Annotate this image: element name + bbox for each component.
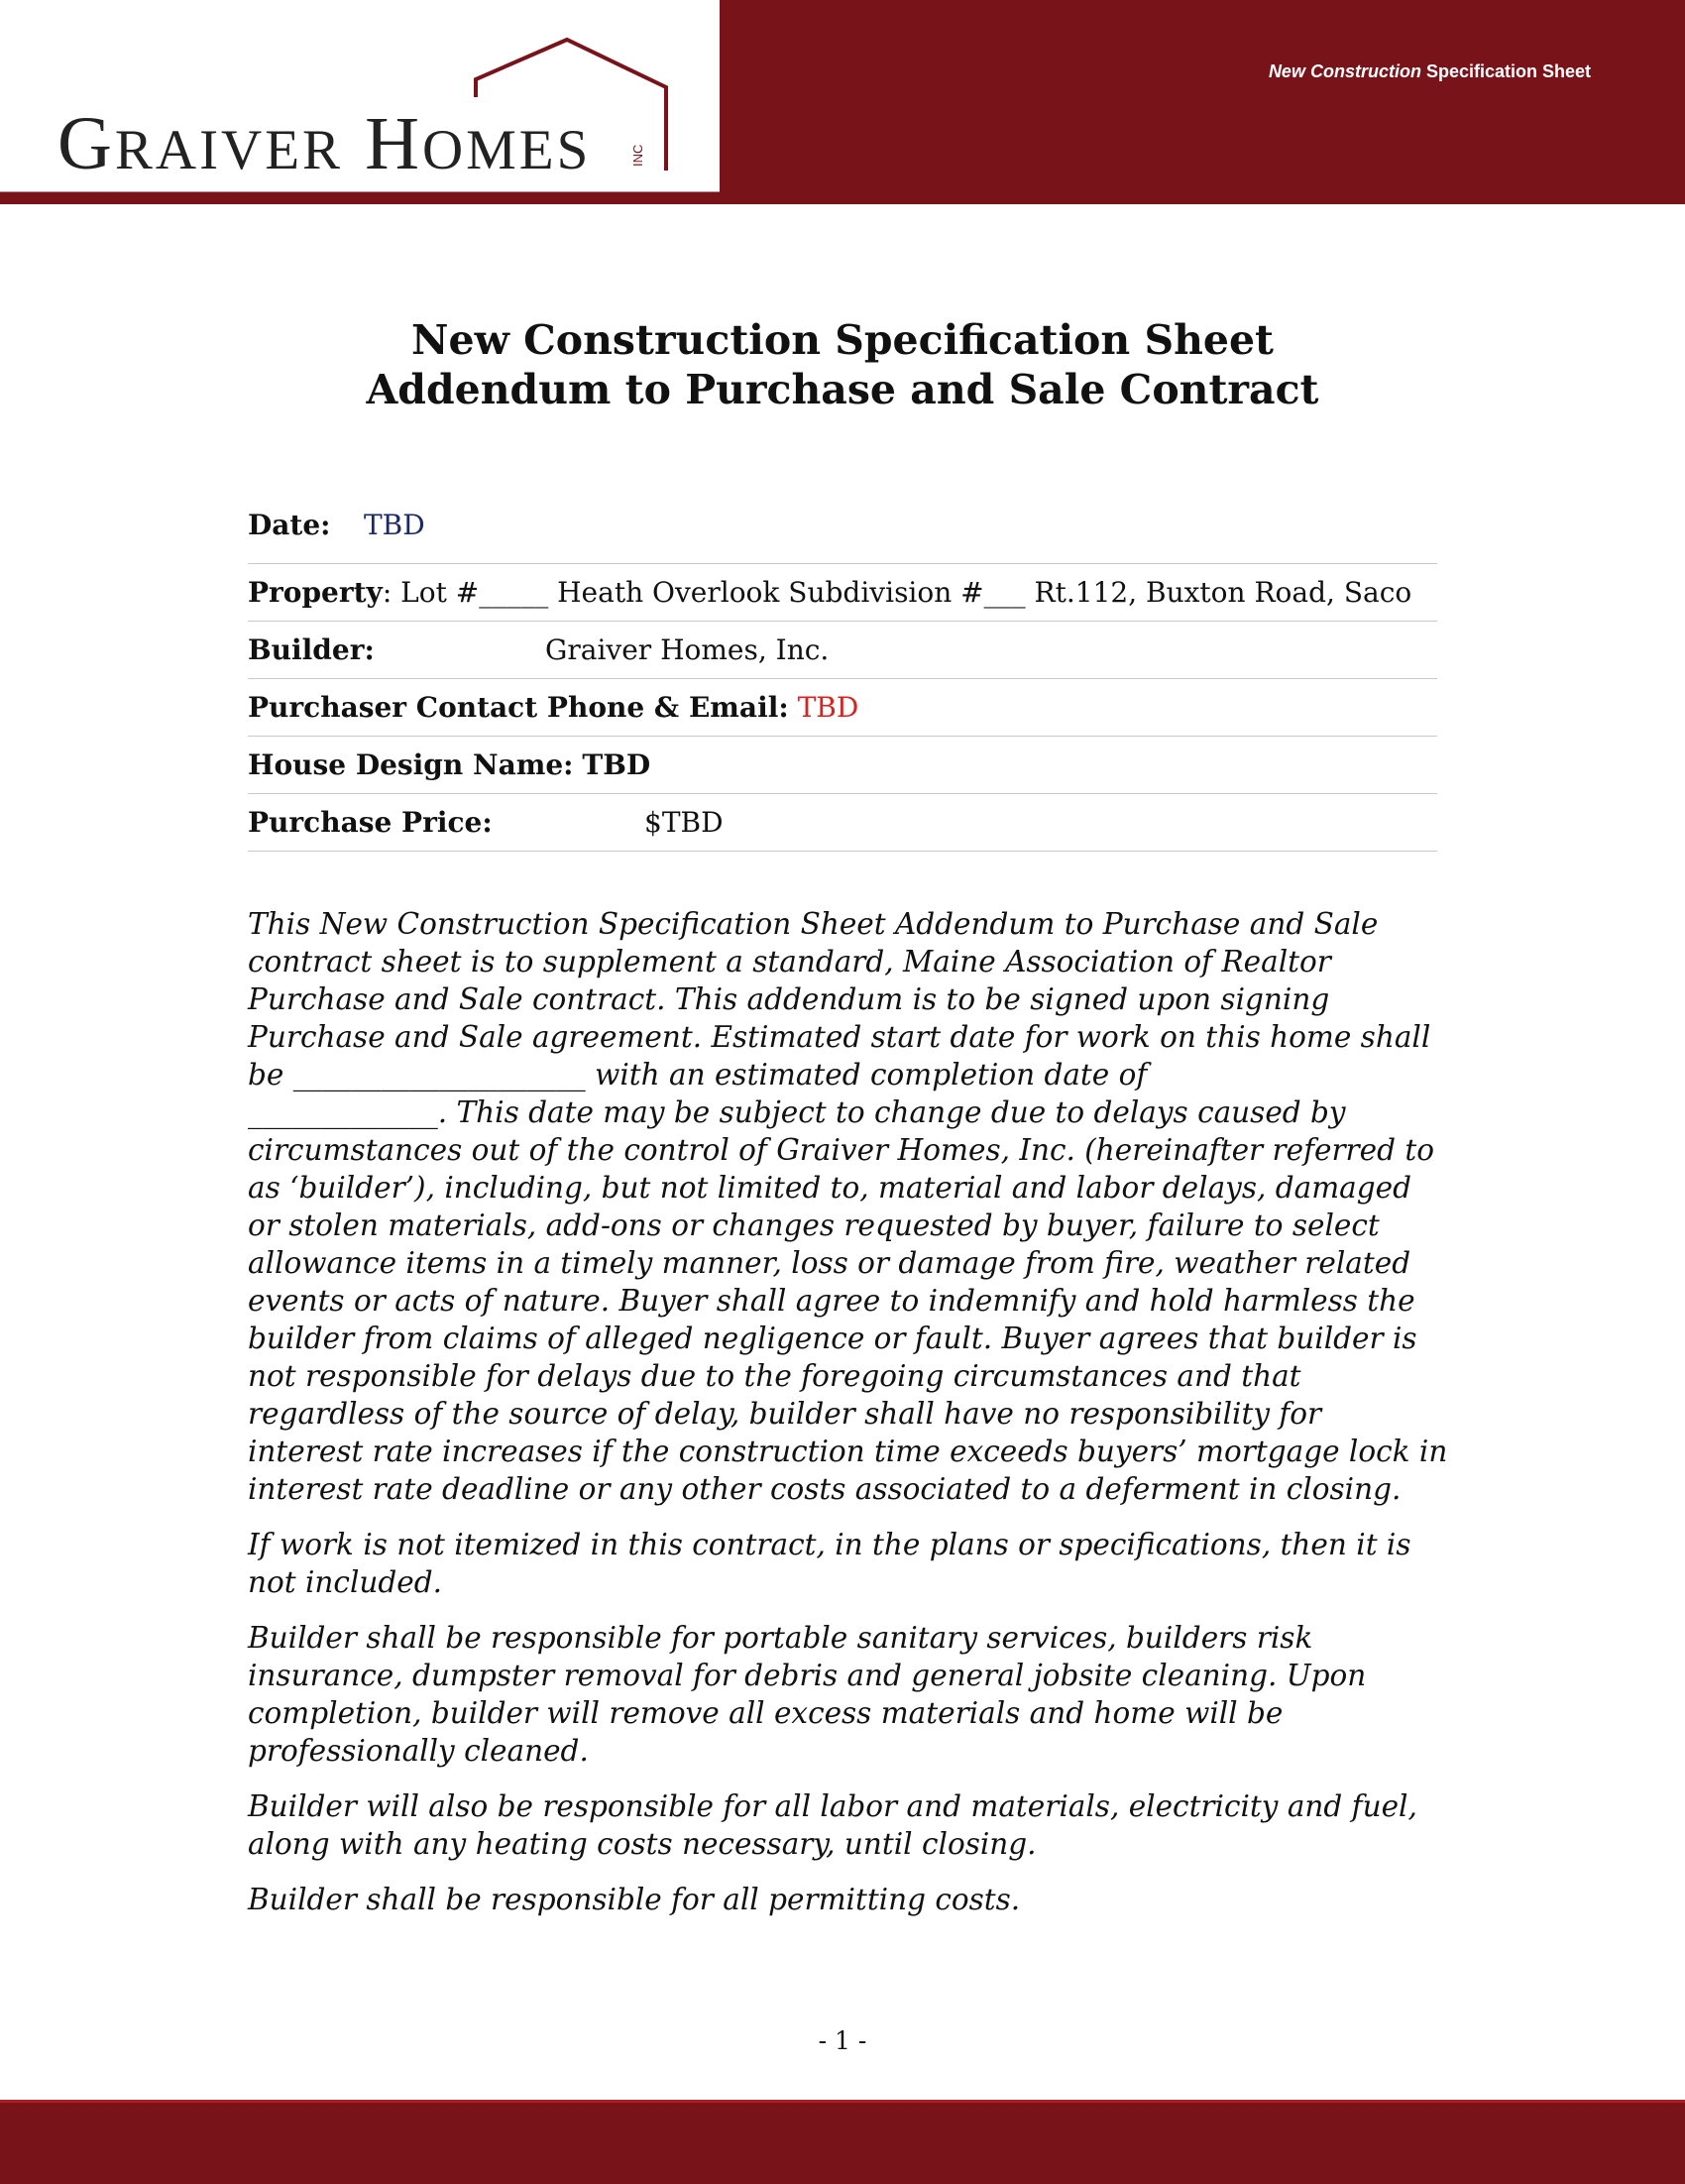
text-line: events or acts of nature. Buyer shall agree to indemnify and hold harmless the xyxy=(248,1284,1415,1318)
price-row xyxy=(248,794,1437,852)
terms-paragraph-1 xyxy=(248,905,1448,1508)
text-line: Builder shall be responsible for all permitting costs. xyxy=(248,1883,1021,1916)
terms-text xyxy=(248,905,1448,1936)
svg-text:INC: INC xyxy=(630,144,645,167)
text-line: or stolen materials, add-ons or changes requested by buyer, failure to select xyxy=(248,1208,1380,1242)
header-title: New Construction Specification Sheet xyxy=(1268,61,1591,81)
text-line: along with any heating costs necessary, until closing. xyxy=(248,1827,1037,1861)
text-line: If work is not itemized in this contract, in the plans or specifications, then it is xyxy=(248,1528,1411,1561)
terms-paragraph-5 xyxy=(248,1881,1427,1918)
house-design-row xyxy=(248,737,1437,794)
contract-info xyxy=(248,496,1437,852)
title-line-1: New Construction Specification Sheet xyxy=(411,316,1274,364)
property-label: Property xyxy=(248,576,383,609)
property-value: : Lot #_____ Heath Overlook Subdivision #___ Rt.112, Buxton Road, Saco xyxy=(382,576,1412,609)
text-line: circumstances out of the control of Graiver Homes, Inc. (hereinafter referred to xyxy=(248,1133,1434,1167)
house-design-value: TBD xyxy=(582,748,651,781)
text-line: Builder will also be responsible for all labor and materials, electricity and fuel, xyxy=(248,1789,1417,1823)
property-row xyxy=(248,564,1437,622)
footer-band xyxy=(0,2100,1685,2184)
text-line: Purchase and Sale agreement. Estimated start date for work on this home shall xyxy=(248,1020,1431,1054)
text-line: insurance, dumpster removal for debris and general jobsite cleaning. Upon xyxy=(248,1659,1367,1692)
text-line: interest rate deadline or any other costs associated to a deferment in closing. xyxy=(248,1472,1402,1506)
price-label: Purchase Price: xyxy=(248,806,493,839)
logo-wordmark xyxy=(0,0,720,196)
builder-value: Graiver Homes, Inc. xyxy=(545,633,830,666)
page-title xyxy=(0,315,1685,414)
house-design-label: House Design Name: xyxy=(248,748,574,781)
text-line: _____________. This date may be subject to change due to delays caused by xyxy=(248,1095,1346,1129)
price-value: $TBD xyxy=(644,806,724,839)
text-line: contract sheet is to supplement a standard, Maine Association of Realtor xyxy=(248,945,1331,978)
text-line: not responsible for delays due to the foregoing circumstances and that xyxy=(248,1359,1301,1393)
text-line: not included. xyxy=(248,1565,442,1599)
page-number: - 1 - xyxy=(818,2026,867,2055)
builder-label: Builder: xyxy=(248,633,375,666)
title-line-2: Addendum to Purchase and Sale Contract xyxy=(366,366,1319,413)
purchaser-row xyxy=(248,679,1437,737)
date-row xyxy=(248,496,1437,564)
purchaser-label: Purchaser Contact Phone & Email: xyxy=(248,691,789,724)
text-line: builder from claims of alleged negligence or fault. Buyer agrees that builder is xyxy=(248,1322,1417,1355)
text-line: regardless of the source of delay, builder shall have no responsibility for xyxy=(248,1397,1322,1431)
date-value: TBD xyxy=(364,509,425,541)
text-line: This New Construction Specification Sheet Addendum to Purchase and Sale xyxy=(248,907,1379,941)
text-line: allowance items in a timely manner, loss or damage from fire, weather related xyxy=(248,1246,1411,1280)
builder-row xyxy=(248,622,1437,679)
text-line: Builder shall be responsible for portable sanitary services, builders risk xyxy=(248,1621,1313,1655)
terms-paragraph-3 xyxy=(248,1619,1427,1770)
text-line: as ‘builder’), including, but not limited to, material and labor delays, damaged xyxy=(248,1171,1411,1205)
text-line: completion, builder will remove all excess materials and home will be xyxy=(248,1696,1284,1730)
text-line: interest rate increases if the construction time exceeds buyers’ mortgage lock in xyxy=(248,1435,1448,1468)
terms-paragraph-4 xyxy=(248,1787,1427,1863)
date-label: Date: xyxy=(248,509,331,541)
svg-text:GRAIVER HOMES: GRAIVER HOMES xyxy=(57,102,592,185)
text-line: be ____________________ with an estimated completion date of xyxy=(248,1058,1148,1092)
logo xyxy=(0,0,720,196)
text-line: professionally cleaned. xyxy=(248,1734,589,1768)
purchaser-value: TBD xyxy=(797,691,859,724)
terms-paragraph-2 xyxy=(248,1526,1427,1601)
text-line: Purchase and Sale contract. This addendum is to be signed upon signing xyxy=(248,982,1330,1016)
